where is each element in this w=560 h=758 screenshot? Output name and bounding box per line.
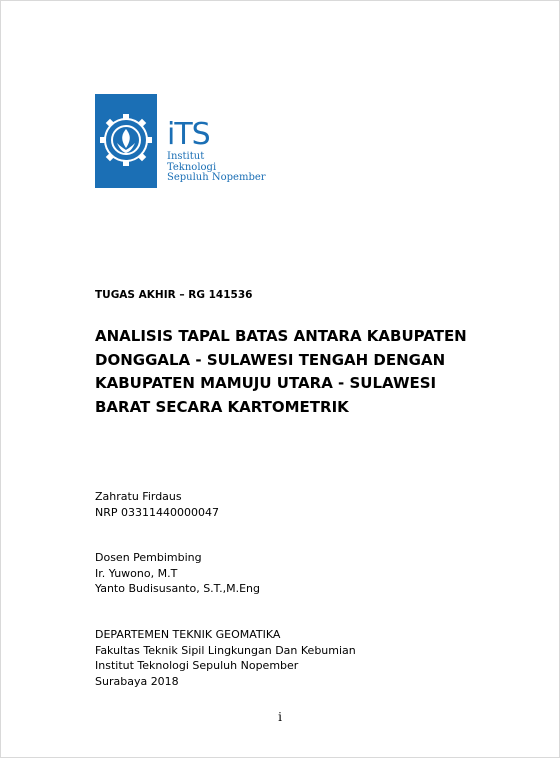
advisor-heading: Dosen Pembimbing [95, 551, 202, 564]
its-acronym: iTS [167, 117, 210, 152]
place-year: Surabaya 2018 [95, 674, 179, 688]
thesis-title [95, 325, 515, 419]
author-nrp: NRP 03311440000047 [95, 505, 219, 519]
author-block [95, 489, 219, 520]
title-line: BARAT SECARA KARTOMETRIK [95, 397, 349, 416]
advisor-block [95, 550, 260, 597]
gear-emblem-icon [99, 110, 153, 170]
advisor-name: Yanto Budisusanto, S.T.,M.Eng [95, 582, 260, 595]
title-line: KABUPATEN MAMUJU UTARA - SULAWESI [95, 374, 437, 392]
its-tagline-line3: Sepuluh Nopember [167, 172, 266, 183]
thesis-code: TUGAS AKHIR – RG 141536 [95, 289, 253, 301]
its-emblem [95, 94, 157, 188]
its-tagline [167, 152, 266, 184]
its-logo [95, 94, 270, 188]
institute-name: Institut Teknologi Sepuluh Nopember [95, 659, 299, 672]
its-tagline-line1: Institut [167, 151, 205, 162]
advisor-name: Ir. Yuwono, M.T [95, 566, 178, 580]
title-line: ANALISIS TAPAL BATAS ANTARA KABUPATEN [95, 327, 467, 345]
department-name: DEPARTEMEN TEKNIK GEOMATIKA [95, 628, 281, 641]
author-name: Zahratu Firdaus [95, 490, 182, 503]
institution-block [95, 627, 356, 689]
page-number: i [278, 710, 282, 724]
its-tagline-line2: Teknologi [167, 161, 217, 173]
title-line: DONGGALA - SULAWESI TENGAH DENGAN [95, 350, 446, 369]
faculty-name: Fakultas Teknik Sipil Lingkungan Dan Kebumian [95, 643, 356, 657]
